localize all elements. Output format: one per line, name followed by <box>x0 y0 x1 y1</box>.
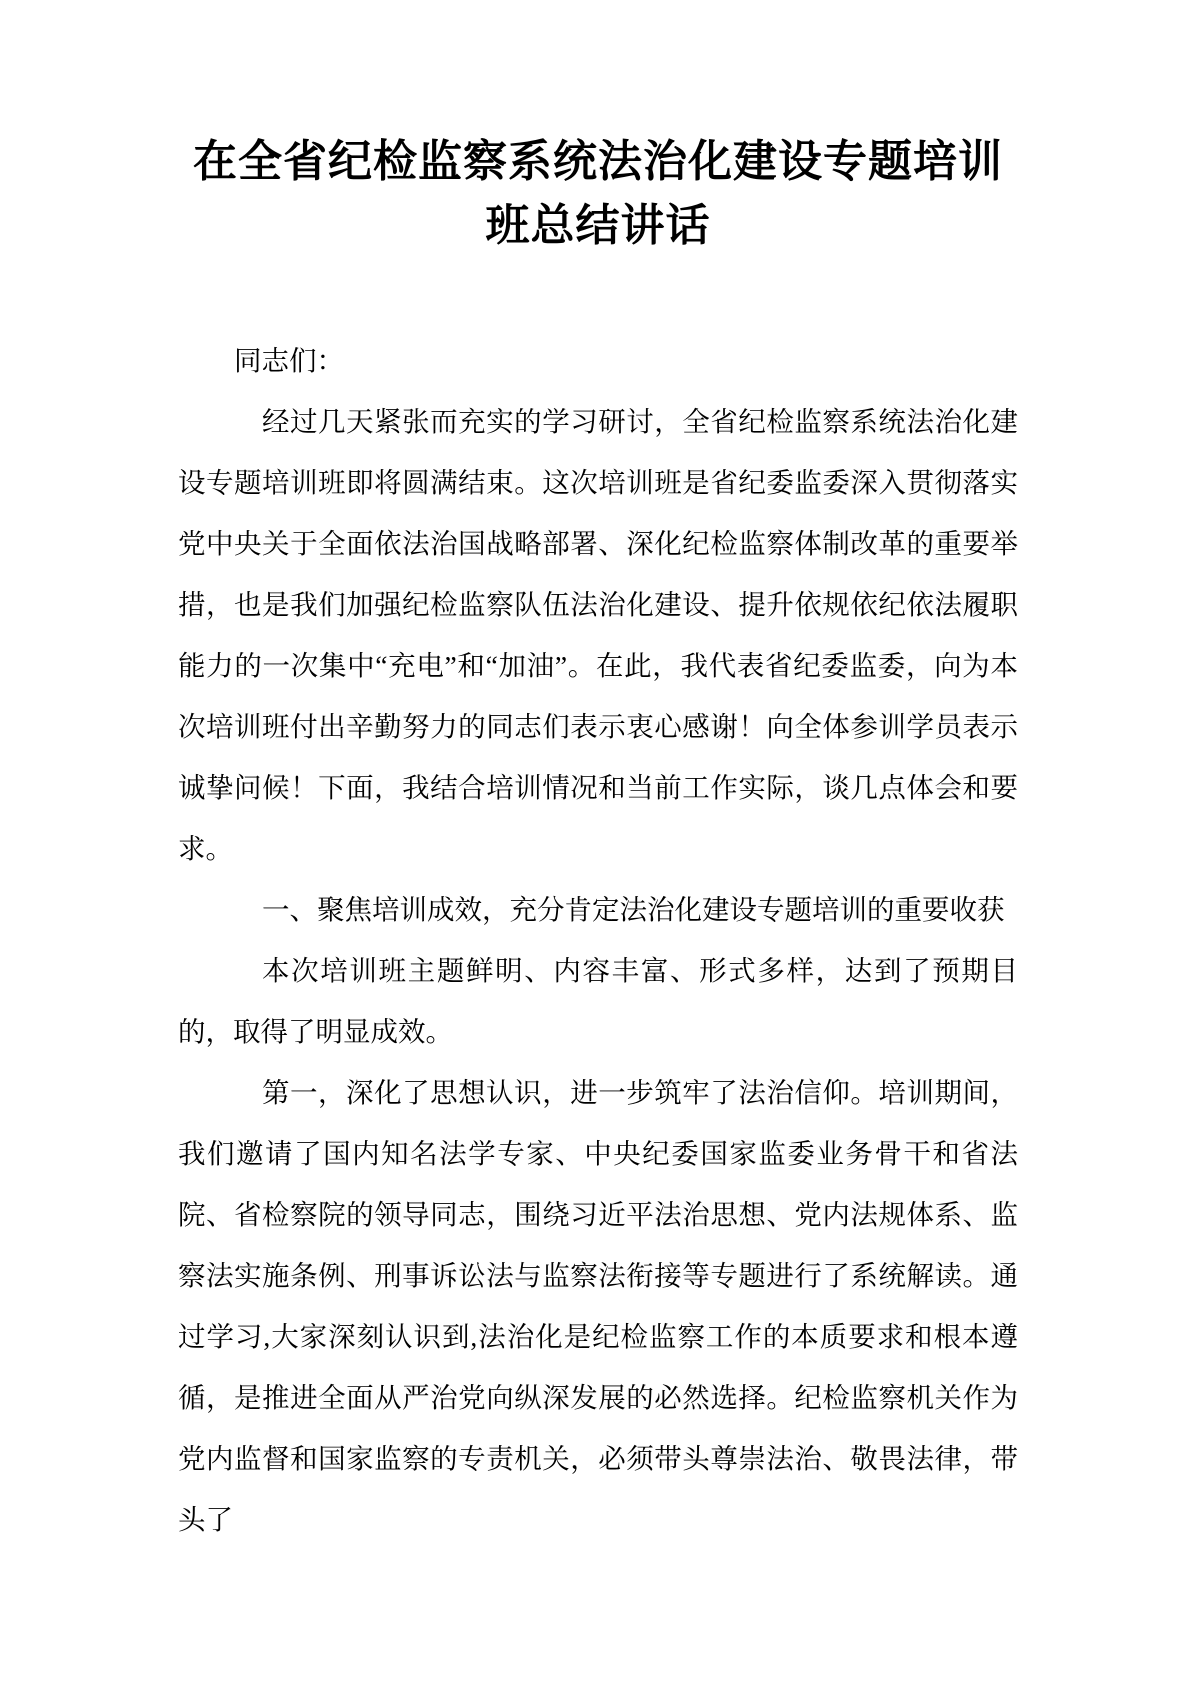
document-title <box>178 130 1018 258</box>
document-body <box>178 330 1018 1550</box>
paragraph-summary: 本次培训班主题鲜明、内容丰富、形式多样，达到了预期目的，取得了明显成效。 <box>178 955 1018 1047</box>
paragraph-intro: 经过几天紧张而充实的学习研讨，全省纪检监察系统法治化建设专题培训班即将圆满结束。这次培训班是省纪委监委深入贯彻落实党中央关于全面依法治国战略部署、深化纪检监察体制改革的重要举措，也是我们加强纪检监察队伍法治化建设、提升依规依纪依法履职能力的一次集中“充电”和“加油”。在此，我代表省纪委监委，向为本次培训班付出辛勤努力的同志们表示衷心感谢！向全体参训学员表示诚挚问候！下面，我结合培训情况和当前工作实际，谈几点体会和要求。 <box>178 406 1018 864</box>
paragraph-section-heading-1: 一、聚焦培训成效，充分肯定法治化建设专题培训的重要收获 <box>262 894 1005 925</box>
paragraph-salutation: 同志们： <box>234 345 344 376</box>
document-content <box>178 130 1018 1550</box>
document-title-line-1: 在全省纪检监察系统法治化建设专题培训 <box>193 137 1003 186</box>
document-title-line-2: 班总结讲话 <box>485 201 711 250</box>
paragraph-point-1: 第一，深化了思想认识，进一步筑牢了法治信仰。培训期间，我们邀请了国内知名法学专家、中央纪委国家监委业务骨干和省法院、省检察院的领导同志，围绕习近平法治思想、党内法规体系、监察法实施条例、刑事诉讼法与监察法衔接等专题进行了系统解读。通过学习,大家深刻认识到,法治化是纪检监察工作的本质要求和根本遵循，是推进全面从严治党向纵深发展的必然选择。纪检监察机关作为党内监督和国家监察的专责机关，必须带头尊崇法治、敬畏法律，带头了 <box>178 1077 1018 1535</box>
